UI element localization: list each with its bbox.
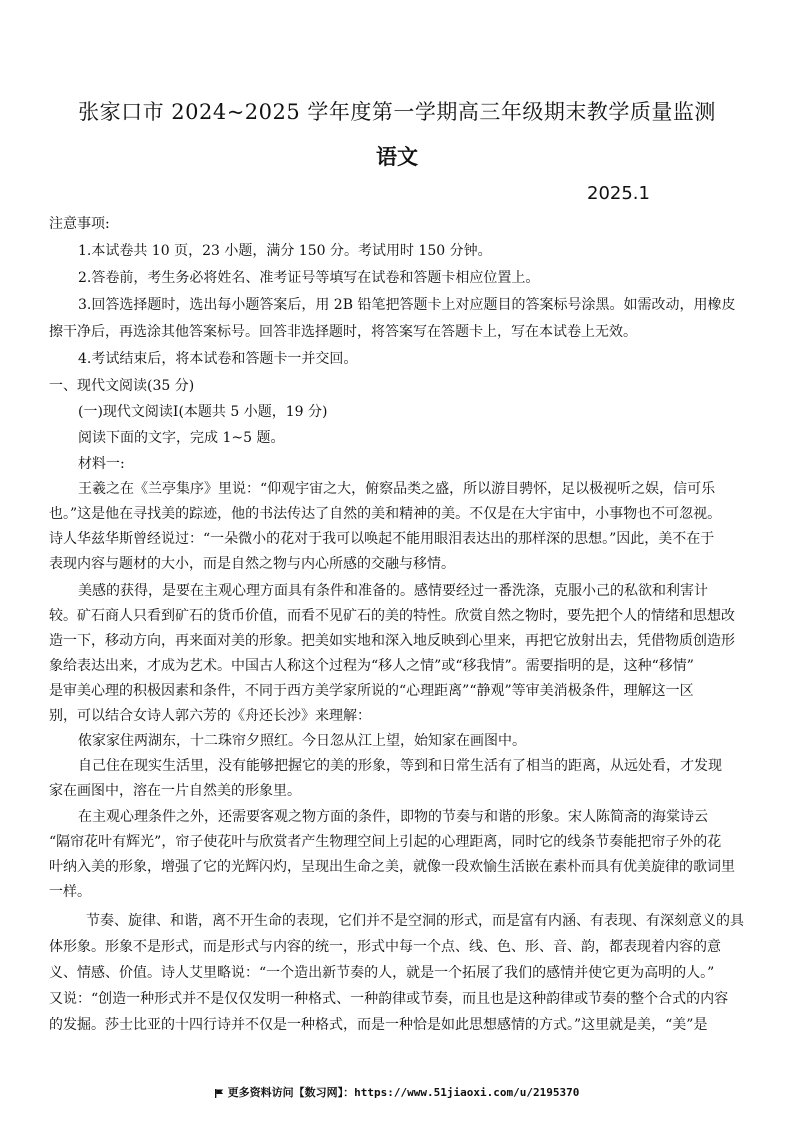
passage-line: 是审美心理的积极因素和条件，不同于西方美学家所说的“心理距离”“静观”等审美消极条件，理解这一区 bbox=[49, 683, 694, 699]
notice-item: 1.本试卷共 10 页，23 小题，满分 150 分。考试用时 150 分钟。 bbox=[78, 243, 492, 259]
material-label: 材料一: bbox=[78, 456, 125, 472]
flag-icon bbox=[215, 1089, 224, 1098]
passage-line: 别，可以结合女诗人郭六芳的《舟还长沙》来理解： bbox=[49, 708, 371, 724]
passage-line: 王羲之在《兰亭集序》里说：“仰观宇宙之大，俯察品类之盛，所以游目骋怀，足以极视听之娱，信可乐 bbox=[78, 481, 716, 497]
notice-item: 擦干净后，再选涂其他答案标号。回答非选择题时，将答案写在答题卡上，写在本试卷上无效。 bbox=[49, 324, 637, 340]
passage-line: 诗人华兹华斯曾经说过：“一朵微小的花对于我可以唤起不能用眼泪表达出的那样深的思想。”因此，美不在于 bbox=[49, 531, 715, 547]
notice-item: 2.答卷前，考生务必将姓名、准考证号等填写在试卷和答题卡相应位置上。 bbox=[78, 270, 540, 286]
passage-line: 在主观心理条件之外，还需要客观之物方面的条件，即物的节奏与和谐的形象。宋人陈简斋的海棠诗云 bbox=[78, 809, 708, 825]
notice-heading: 注意事项: bbox=[49, 216, 110, 232]
instruction-text: 阅读下面的文字，完成 1~5 题。 bbox=[78, 430, 285, 446]
notice-item: 3.回答选择题时，选出每小题答案后，用 2B 铅笔把答题卡上对应题目的答案标号涂黑。如需改动，用橡皮 bbox=[78, 297, 736, 313]
passage-line: 节奏、旋律、和谐，离不开生命的表现，它们并不是空洞的形式，而是富有内涵、有表现、有深刻意义的具 bbox=[86, 913, 744, 929]
passage-line: “隔帘花叶有辉光”，帘子使花叶与欣赏者产生物理空间上引起的心理距离，同时它的线条节奏能把帘子外的花 bbox=[49, 834, 722, 850]
footer-link[interactable] bbox=[0, 1084, 794, 1100]
passage-line: 叶纳入美的形象，增强了它的光辉闪灼，呈现出生命之美，就像一段欢愉生活嵌在素朴而具有优美旋律的歌词里 bbox=[49, 859, 735, 875]
passage-line: 一样。 bbox=[49, 884, 91, 900]
passage-line: 也。”这是他在寻找美的踪迹，他的书法传达了自然的美和精神的美。不仅是在大宇宙中，小事物也不可忽视。 bbox=[49, 506, 722, 522]
footer-text: 更多资料访问【数习网】：https://www.51jiaoxi.com/u/2195370 bbox=[227, 1086, 580, 1099]
passage-line: 的发掘。莎士比亚的十四行诗并不仅是一种格式，而是一种恰是如此思想感情的方式。”这里就是美，“美”是 bbox=[49, 1017, 708, 1033]
notice-item: 4.考试结束后，将本试卷和答题卡一并交回。 bbox=[78, 351, 358, 367]
section-heading: 一、现代文阅读(35 分) bbox=[49, 378, 195, 394]
subsection-heading: (一)现代文阅读Ⅰ(本题共 5 小题，19 分) bbox=[78, 404, 328, 420]
passage-line: 家在画图中，溶在一片自然美的形象里。 bbox=[49, 783, 301, 799]
exam-title: 张家口市 2024~2025 学年度第一学期高三年级期末教学质量监测 bbox=[78, 100, 716, 124]
passage-line: 表现内容与题材的大小，而是自然之物与内心所感的交融与移情。 bbox=[49, 556, 455, 572]
passage-line: 义、情感、价值。诗人艾里略说：“一个造出新节奏的人，就是一个拓展了我们的感情并使它更为高明的人。” bbox=[49, 965, 715, 981]
passage-line: 美感的获得，是要在主观心理方面具有条件和准备的。感情要经过一番洗涤，克服小己的私欲和利害计 bbox=[78, 583, 708, 599]
exam-date: 2025.1 bbox=[587, 183, 650, 204]
passage-line: 较。矿石商人只看到矿石的货币价值，而看不见矿石的美的特性。欣赏自然之物时，要先把个人的情绪和思想改 bbox=[49, 608, 735, 624]
poem-line: 侬家家住两湖东，十二珠帘夕照红。今日忽从江上望，始知家在画图中。 bbox=[78, 733, 526, 749]
passage-line: 体形象。形象不是形式，而是形式与内容的统一，形式中每一个点、线、色、形、音、韵，都表现着内容的意 bbox=[49, 939, 721, 955]
subject-heading: 语文 bbox=[376, 144, 418, 169]
passage-line: 又说：“创造一种形式并不是仅仅发明一种格式、一种韵律或节奏，而且也是这种韵律或节奏的整个合式的内容 bbox=[49, 991, 729, 1007]
passage-line: 象给表达出来，才成为艺术。中国古人称这个过程为“移人之情”或“移我情”。需要指明的是，这种“移情” bbox=[49, 658, 694, 674]
passage-line: 自己住在现实生活里，没有能够把握它的美的形象，等到和日常生活有了相当的距离，从远处看，才发现 bbox=[78, 758, 722, 774]
passage-line: 造一下，移动方向，再来面对美的形象。把美如实地和深入地反映到心里来，再把它放射出去，凭借物质创造形 bbox=[49, 633, 735, 649]
